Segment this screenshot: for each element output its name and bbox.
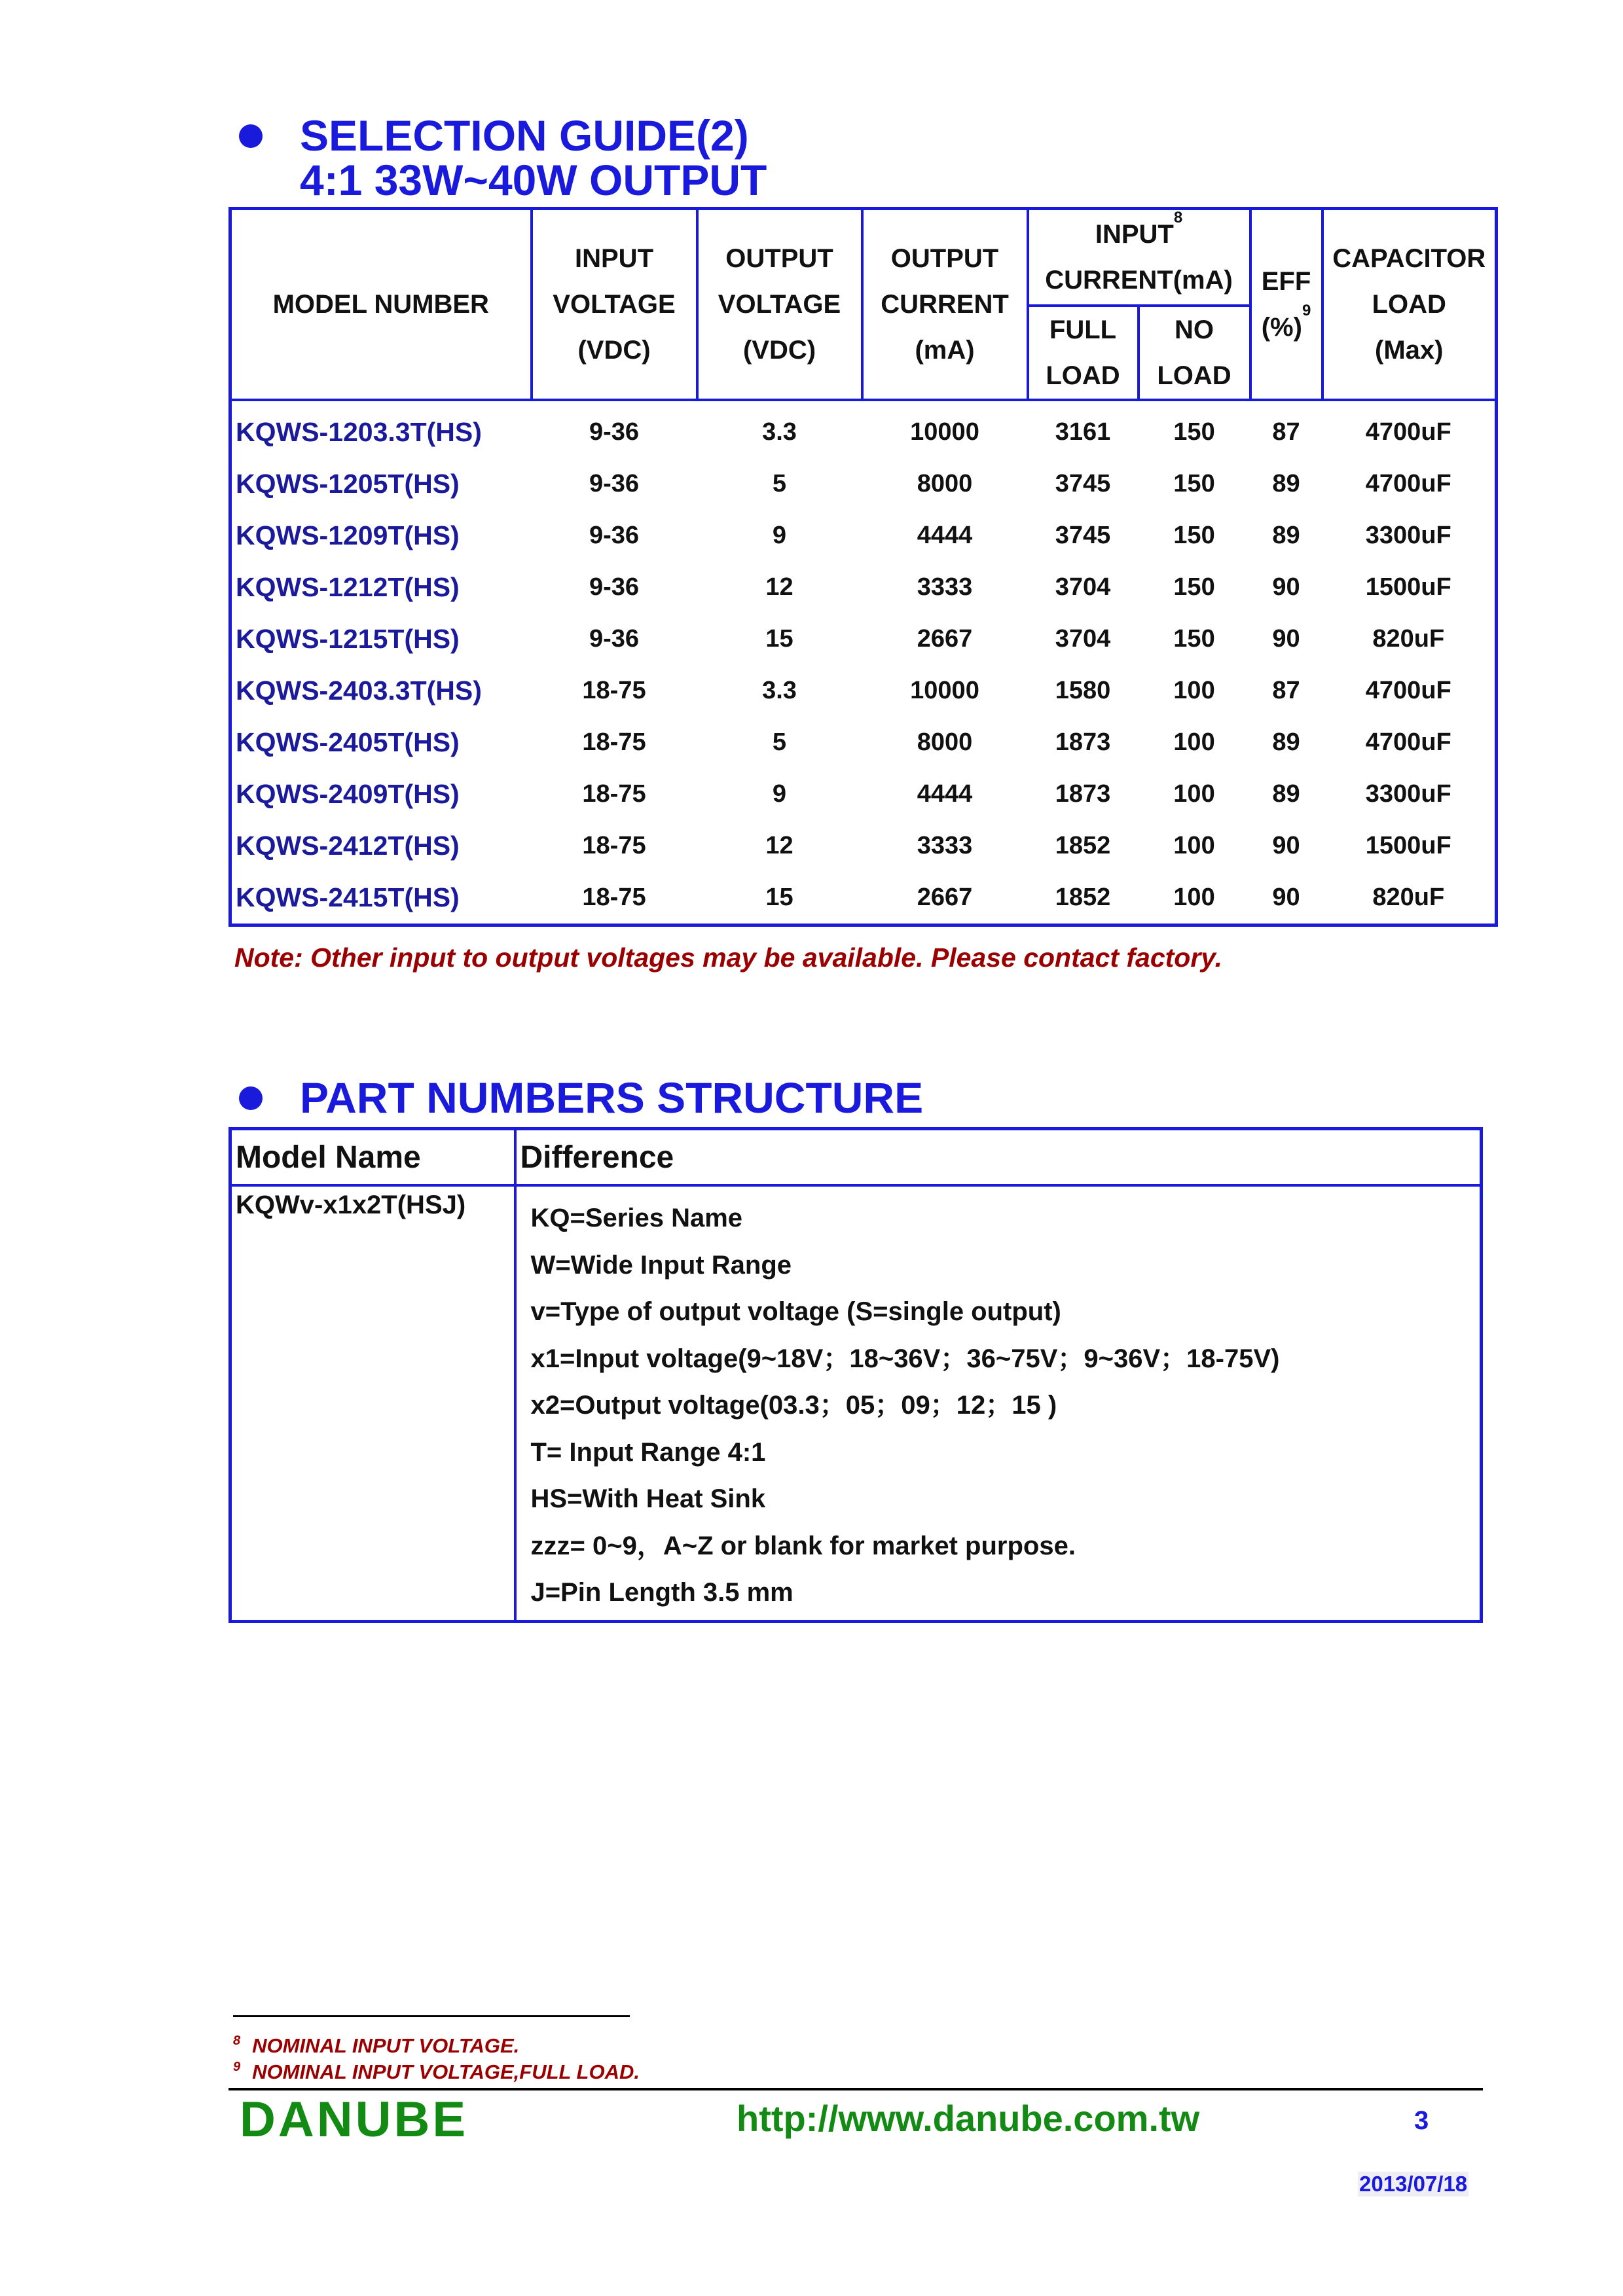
difference-item: W=Wide Input Range	[530, 1250, 792, 1280]
input-voltage-cell: 18-75	[582, 728, 646, 756]
full-load-current-cell: 1873	[1055, 728, 1111, 756]
header-difference: Difference	[515, 1129, 1482, 1186]
output-current-cell: 2667	[917, 883, 973, 911]
difference-item: v=Type of output voltage (S=single output)	[530, 1297, 1061, 1326]
output-voltage-cell: 9	[772, 521, 787, 549]
input-voltage-cell: 18-75	[582, 831, 646, 859]
selection-guide-table	[228, 207, 1498, 927]
footnote-rule	[233, 2015, 630, 2017]
full-load-current-cell: 1852	[1055, 831, 1111, 859]
no-load-current-cell: 100	[1173, 883, 1215, 911]
efficiency-cell: 87	[1272, 418, 1300, 446]
no-load-current-cell: 100	[1173, 780, 1215, 808]
input-voltage-cell: 9-36	[589, 418, 640, 446]
footnote-8: $^8$ NOMINAL INPUT VOLTAGE.	[233, 2034, 520, 2057]
table-row	[230, 717, 1497, 768]
output-current-cell: 8000	[917, 728, 973, 756]
header-eff: EFF (%)$^9$	[1250, 209, 1322, 400]
output-voltage-cell: 15	[765, 883, 793, 911]
availability-note: Note: Other input to output voltages may be available. Please contact factory.	[234, 942, 1222, 973]
efficiency-cell: 90	[1272, 573, 1300, 601]
header-output-current: OUTPUT CURRENT (mA)	[862, 209, 1028, 400]
difference-item: zzz= 0~9，A~Z or blank for market purpose.	[530, 1531, 1076, 1560]
table-row	[230, 820, 1497, 872]
output-voltage-cell: 5	[772, 728, 787, 756]
no-load-current-cell: 150	[1173, 624, 1215, 653]
section-title: SELECTION GUIDE(2)	[300, 111, 749, 160]
capacitor-load-cell: 1500uF	[1365, 831, 1451, 859]
full-load-current-cell: 3745	[1055, 521, 1111, 549]
bullet-icon	[239, 124, 263, 148]
header-input-current: INPUT$^8$ CURRENT(mA)	[1028, 209, 1250, 306]
header-input-voltage: INPUT VOLTAGE (VDC)	[532, 209, 697, 400]
input-voltage-cell: 18-75	[582, 780, 646, 808]
difference-item: KQ=Series Name	[530, 1204, 743, 1232]
input-voltage-cell: 9-36	[589, 573, 640, 601]
output-current-cell: 3333	[917, 573, 973, 601]
capacitor-load-cell: 3300uF	[1365, 780, 1451, 808]
difference-list	[515, 1185, 1482, 1621]
efficiency-cell: 89	[1272, 521, 1300, 549]
no-load-current-cell: 100	[1173, 728, 1215, 756]
output-voltage-cell: 5	[772, 469, 787, 497]
no-load-current-cell: 150	[1173, 418, 1215, 446]
model-number-cell: KQWS-2403.3T(HS)	[236, 675, 482, 706]
efficiency-cell: 90	[1272, 883, 1300, 911]
input-voltage-cell: 9-36	[589, 624, 640, 653]
difference-item: J=Pin Length 3.5 mm	[530, 1578, 793, 1607]
difference-item: x2=Output voltage(03.3；05；09；12；15 )	[530, 1391, 1057, 1420]
efficiency-cell: 89	[1272, 780, 1300, 808]
efficiency-cell: 89	[1272, 469, 1300, 497]
model-number-cell: KQWS-1209T(HS)	[236, 520, 460, 550]
full-load-current-cell: 3704	[1055, 573, 1111, 601]
table-row	[230, 665, 1497, 717]
capacitor-load-cell: 4700uF	[1365, 469, 1451, 497]
output-current-cell: 4444	[917, 521, 973, 549]
model-number-cell: KQWS-2409T(HS)	[236, 778, 460, 809]
table-row	[230, 613, 1497, 665]
page-number: 3	[1414, 2106, 1429, 2135]
input-voltage-cell: 18-75	[582, 676, 646, 704]
model-number-cell: KQWS-2405T(HS)	[236, 726, 460, 757]
output-current-cell: 2667	[917, 624, 973, 653]
output-voltage-cell: 15	[765, 624, 793, 653]
header-model-number: MODEL NUMBER	[230, 209, 532, 400]
capacitor-load-cell: 4700uF	[1365, 418, 1451, 446]
difference-item: x1=Input voltage(9~18V；18~36V；36~75V；9~36V；18-75V)	[530, 1344, 1280, 1373]
full-load-current-cell: 1873	[1055, 780, 1111, 808]
footnote-9: $^9$ NOMINAL INPUT VOLTAGE,FULL LOAD.	[233, 2060, 640, 2083]
table-row	[230, 510, 1497, 562]
model-number-cell: KQWS-1212T(HS)	[236, 571, 460, 602]
capacitor-load-cell: 4700uF	[1365, 728, 1451, 756]
capacitor-load-cell: 4700uF	[1365, 676, 1451, 704]
model-number-cell: KQWS-2415T(HS)	[236, 882, 460, 912]
table-row	[230, 768, 1497, 820]
difference-item: T= Input Range 4:1	[530, 1437, 766, 1467]
model-number-cell: KQWS-1205T(HS)	[236, 468, 460, 499]
document-date: 2013/07/18	[1359, 2172, 1468, 2196]
header-capacitor-load: CAPACITOR LOAD (Max)	[1322, 209, 1497, 400]
no-load-current-cell: 150	[1173, 521, 1215, 549]
efficiency-cell: 87	[1272, 676, 1300, 704]
model-number-cell: KQWS-2412T(HS)	[236, 830, 460, 861]
capacitor-load-cell: 3300uF	[1365, 521, 1451, 549]
output-current-cell: 3333	[917, 831, 973, 859]
header-output-voltage: OUTPUT VOLTAGE (VDC)	[697, 209, 862, 400]
model-name: KQWv-x1x2T(HSJ)	[230, 1185, 515, 1621]
capacitor-load-cell: 1500uF	[1365, 573, 1451, 601]
table-row	[230, 458, 1497, 510]
output-current-cell: 10000	[910, 418, 979, 446]
full-load-current-cell: 3704	[1055, 624, 1111, 653]
header-no-load: NO LOAD	[1139, 306, 1250, 400]
output-voltage-cell: 3.3	[762, 676, 797, 704]
full-load-current-cell: 1580	[1055, 676, 1111, 704]
header-full-load: FULL LOAD	[1028, 306, 1139, 400]
no-load-current-cell: 100	[1173, 831, 1215, 859]
output-current-cell: 8000	[917, 469, 973, 497]
table-row	[230, 400, 1497, 458]
output-current-cell: 4444	[917, 780, 973, 808]
input-voltage-cell: 9-36	[589, 469, 640, 497]
section-title: PART NUMBERS STRUCTURE	[300, 1073, 924, 1122]
output-voltage-cell: 12	[765, 831, 793, 859]
section-subtitle: 4:1 33W~40W OUTPUT	[300, 156, 767, 204]
table-row	[230, 562, 1497, 613]
output-voltage-cell: 12	[765, 573, 793, 601]
input-voltage-cell: 9-36	[589, 521, 640, 549]
efficiency-cell: 89	[1272, 728, 1300, 756]
model-number-cell: KQWS-1215T(HS)	[236, 623, 460, 654]
input-voltage-cell: 18-75	[582, 883, 646, 911]
bullet-icon	[239, 1086, 263, 1110]
full-load-current-cell: 3745	[1055, 469, 1111, 497]
table-row	[230, 872, 1497, 925]
model-number-cell: KQWS-1203.3T(HS)	[236, 416, 482, 447]
efficiency-cell: 90	[1272, 624, 1300, 653]
no-load-current-cell: 100	[1173, 676, 1215, 704]
no-load-current-cell: 150	[1173, 573, 1215, 601]
header-model-name: Model Name	[230, 1129, 515, 1186]
full-load-current-cell: 3161	[1055, 418, 1111, 446]
part-numbers-table	[228, 1127, 1483, 1623]
capacitor-load-cell: 820uF	[1372, 624, 1445, 653]
footer-rule	[228, 2088, 1483, 2090]
output-current-cell: 10000	[910, 676, 979, 704]
output-voltage-cell: 9	[772, 780, 787, 808]
capacitor-load-cell: 820uF	[1372, 883, 1445, 911]
full-load-current-cell: 1852	[1055, 883, 1111, 911]
website-link[interactable]: http://www.danube.com.tw	[737, 2098, 1200, 2139]
output-voltage-cell: 3.3	[762, 418, 797, 446]
efficiency-cell: 90	[1272, 831, 1300, 859]
no-load-current-cell: 150	[1173, 469, 1215, 497]
brand-logo: DANUBE	[240, 2092, 469, 2147]
difference-item: HS=With Heat Sink	[530, 1484, 766, 1513]
